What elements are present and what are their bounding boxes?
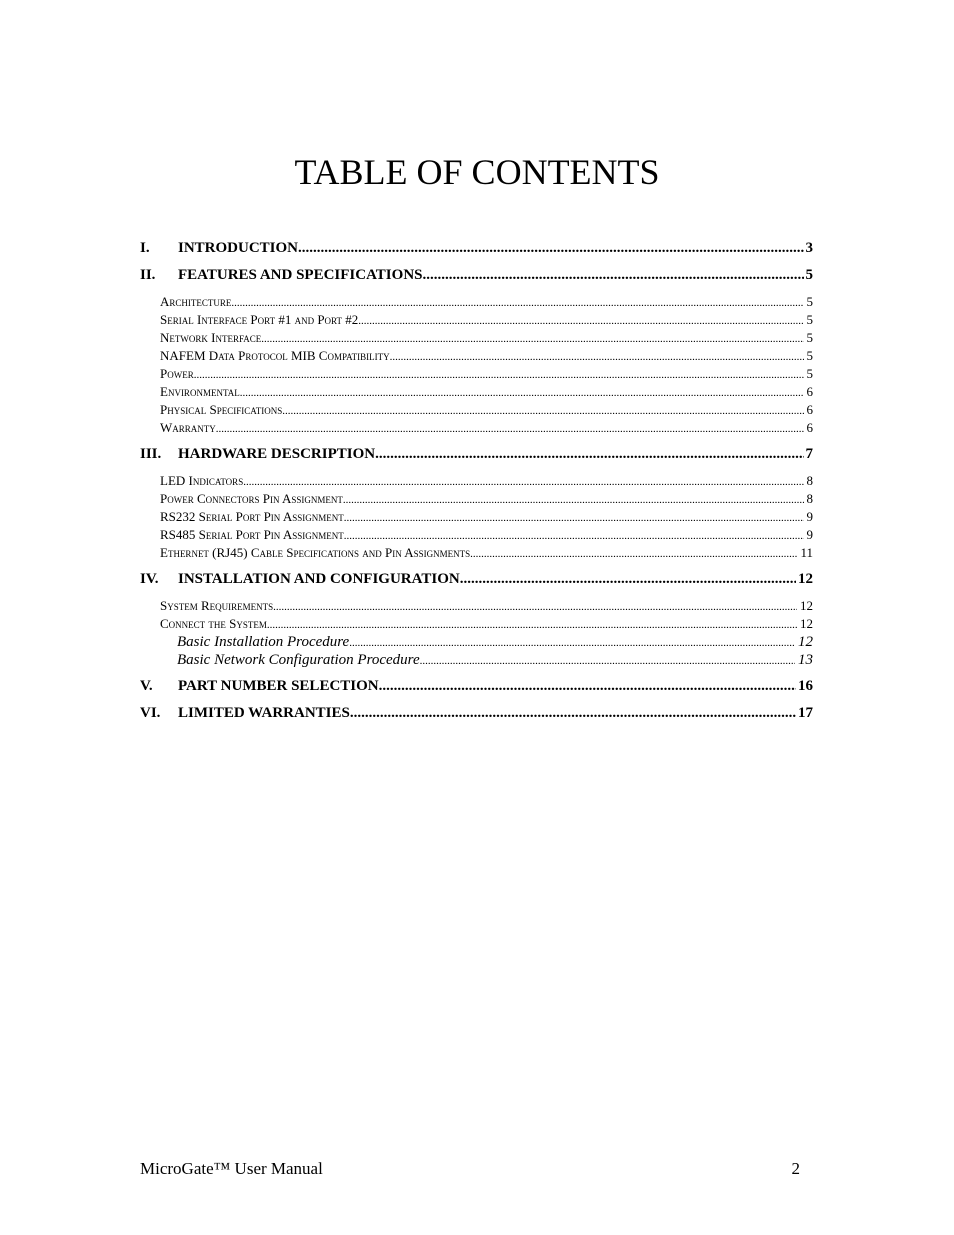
toc-page-number: 12: [798, 571, 813, 587]
toc-chapter-number: II.: [140, 267, 156, 283]
toc-page-number: 6: [806, 384, 813, 399]
toc-leader-dots: [470, 545, 797, 562]
toc-section-environmental[interactable]: [140, 383, 813, 401]
toc-page-number: 6: [806, 402, 813, 417]
toc-leader-dots: [240, 384, 804, 401]
toc-chapter-introduction[interactable]: [140, 239, 813, 258]
toc-leader-dots: [298, 239, 803, 258]
footer-page-number: 2: [791, 1159, 800, 1178]
toc-section-physical-specifications[interactable]: [140, 401, 813, 419]
toc-chapter-label: LIMITED WARRANTIES: [178, 705, 350, 721]
toc-leader-dots: [390, 348, 804, 365]
toc-page-number: 9: [806, 509, 813, 524]
toc-chapter-part-number-selection[interactable]: [140, 677, 813, 696]
toc-leader-dots: [420, 652, 795, 669]
toc-leader-dots: [194, 366, 804, 383]
toc-section-label: LED Indicators: [160, 473, 244, 488]
toc-chapter-features[interactable]: [140, 266, 813, 285]
toc-chapter-label: INSTALLATION AND CONFIGURATION: [178, 571, 460, 587]
toc-page-number: 13: [798, 652, 813, 668]
toc-leader-dots: [231, 294, 803, 311]
toc-page-number: 17: [798, 705, 813, 721]
toc-leader-dots: [216, 420, 804, 437]
toc-section-rs232[interactable]: [140, 508, 813, 526]
toc-section-system-requirements[interactable]: [140, 597, 813, 615]
table-of-contents: [140, 239, 813, 723]
toc-subsection-label: Basic Installation Procedure: [177, 634, 350, 650]
toc-chapter-number: IV.: [140, 571, 159, 587]
toc-page-number: 5: [806, 348, 813, 363]
toc-section-label: Power: [160, 366, 194, 381]
toc-page-number: 11: [800, 545, 813, 560]
toc-leader-dots: [344, 527, 804, 544]
toc-section-label: Serial Interface Port #1 and Port #2: [160, 312, 359, 327]
toc-chapter-number: I.: [140, 240, 150, 256]
toc-page-number: 5: [806, 294, 813, 309]
toc-section-label: RS232 Serial Port Pin Assignment: [160, 509, 344, 524]
toc-leader-dots: [343, 491, 804, 508]
toc-section-label: Warranty: [160, 420, 216, 435]
toc-page-number: 12: [798, 634, 813, 650]
toc-section-architecture[interactable]: [140, 293, 813, 311]
toc-page-number: 12: [800, 598, 813, 613]
toc-page-number: 12: [800, 616, 813, 631]
page-title: TABLE OF CONTENTS: [294, 152, 660, 192]
toc-leader-dots: [375, 445, 803, 464]
toc-chapter-hardware-description[interactable]: [140, 445, 813, 464]
toc-section-label: Network Interface: [160, 330, 262, 345]
toc-leader-dots: [282, 402, 803, 419]
toc-chapter-installation[interactable]: [140, 570, 813, 589]
toc-leader-dots: [350, 704, 796, 723]
toc-chapter-number: III.: [140, 446, 162, 462]
toc-section-label: Connect the System: [160, 616, 267, 631]
toc-leader-dots: [423, 266, 804, 285]
toc-page-number: 6: [806, 420, 813, 435]
toc-leader-dots: [358, 312, 803, 329]
toc-page-number: 5: [806, 312, 813, 327]
toc-page-number: 9: [806, 527, 813, 542]
toc-section-label: Ethernet (RJ45) Cable Specifications and Pin Assignments: [160, 545, 471, 560]
toc-leader-dots: [243, 473, 803, 490]
toc-section-led-indicators[interactable]: [140, 472, 813, 490]
toc-section-label: Power Connectors Pin Assignment: [160, 491, 343, 506]
toc-chapter-limited-warranties[interactable]: [140, 704, 813, 723]
toc-chapter-label: INTRODUCTION: [178, 240, 299, 256]
toc-section-ethernet-cable[interactable]: [140, 544, 813, 562]
toc-page-number: 8: [806, 473, 813, 488]
toc-leader-dots: [261, 330, 803, 347]
toc-section-warranty[interactable]: [140, 419, 813, 437]
toc-page-number: 16: [798, 678, 813, 694]
toc-section-connect-system[interactable]: [140, 615, 813, 633]
toc-leader-dots: [379, 677, 796, 696]
toc-section-label: Architecture: [160, 294, 232, 309]
toc-chapter-label: PART NUMBER SELECTION: [178, 678, 379, 694]
toc-section-label: RS485 Serial Port Pin Assignment: [160, 527, 344, 542]
toc-leader-dots: [273, 598, 797, 615]
toc-chapter-label: FEATURES AND SPECIFICATIONS: [178, 267, 423, 283]
toc-section-label: System Requirements: [160, 598, 274, 613]
toc-subsection-basic-installation[interactable]: [140, 633, 813, 651]
toc-section-nafem-mib[interactable]: [140, 347, 813, 365]
toc-section-label: Physical Specifications: [160, 402, 283, 417]
toc-section-power[interactable]: [140, 365, 813, 383]
toc-section-power-connectors[interactable]: [140, 490, 813, 508]
footer-document-name: MicroGate™ User Manual: [140, 1159, 323, 1178]
toc-page-number: 5: [806, 366, 813, 381]
toc-subsection-label: Basic Network Configuration Procedure: [177, 652, 420, 668]
toc-page-number: 3: [805, 240, 813, 256]
toc-leader-dots: [460, 570, 796, 589]
toc-section-serial-interface[interactable]: [140, 311, 813, 329]
toc-leader-dots: [349, 634, 795, 651]
toc-page-number: 5: [806, 330, 813, 345]
toc-page-number: 5: [805, 267, 813, 283]
toc-subsection-basic-network-configuration[interactable]: [140, 651, 813, 669]
toc-page-number: 8: [806, 491, 813, 506]
toc-chapter-number: V.: [140, 678, 153, 694]
toc-section-label: Environmental: [160, 384, 240, 399]
toc-section-network-interface[interactable]: [140, 329, 813, 347]
toc-page-number: 7: [805, 446, 813, 462]
page-footer: [140, 1158, 800, 1180]
toc-chapter-label: HARDWARE DESCRIPTION: [178, 446, 376, 462]
toc-section-rs485[interactable]: [140, 526, 813, 544]
toc-section-label: NAFEM Data Protocol MIB Compatibility: [160, 348, 390, 363]
toc-chapter-number: VI.: [140, 705, 161, 721]
toc-leader-dots: [267, 616, 797, 633]
toc-leader-dots: [344, 509, 804, 526]
